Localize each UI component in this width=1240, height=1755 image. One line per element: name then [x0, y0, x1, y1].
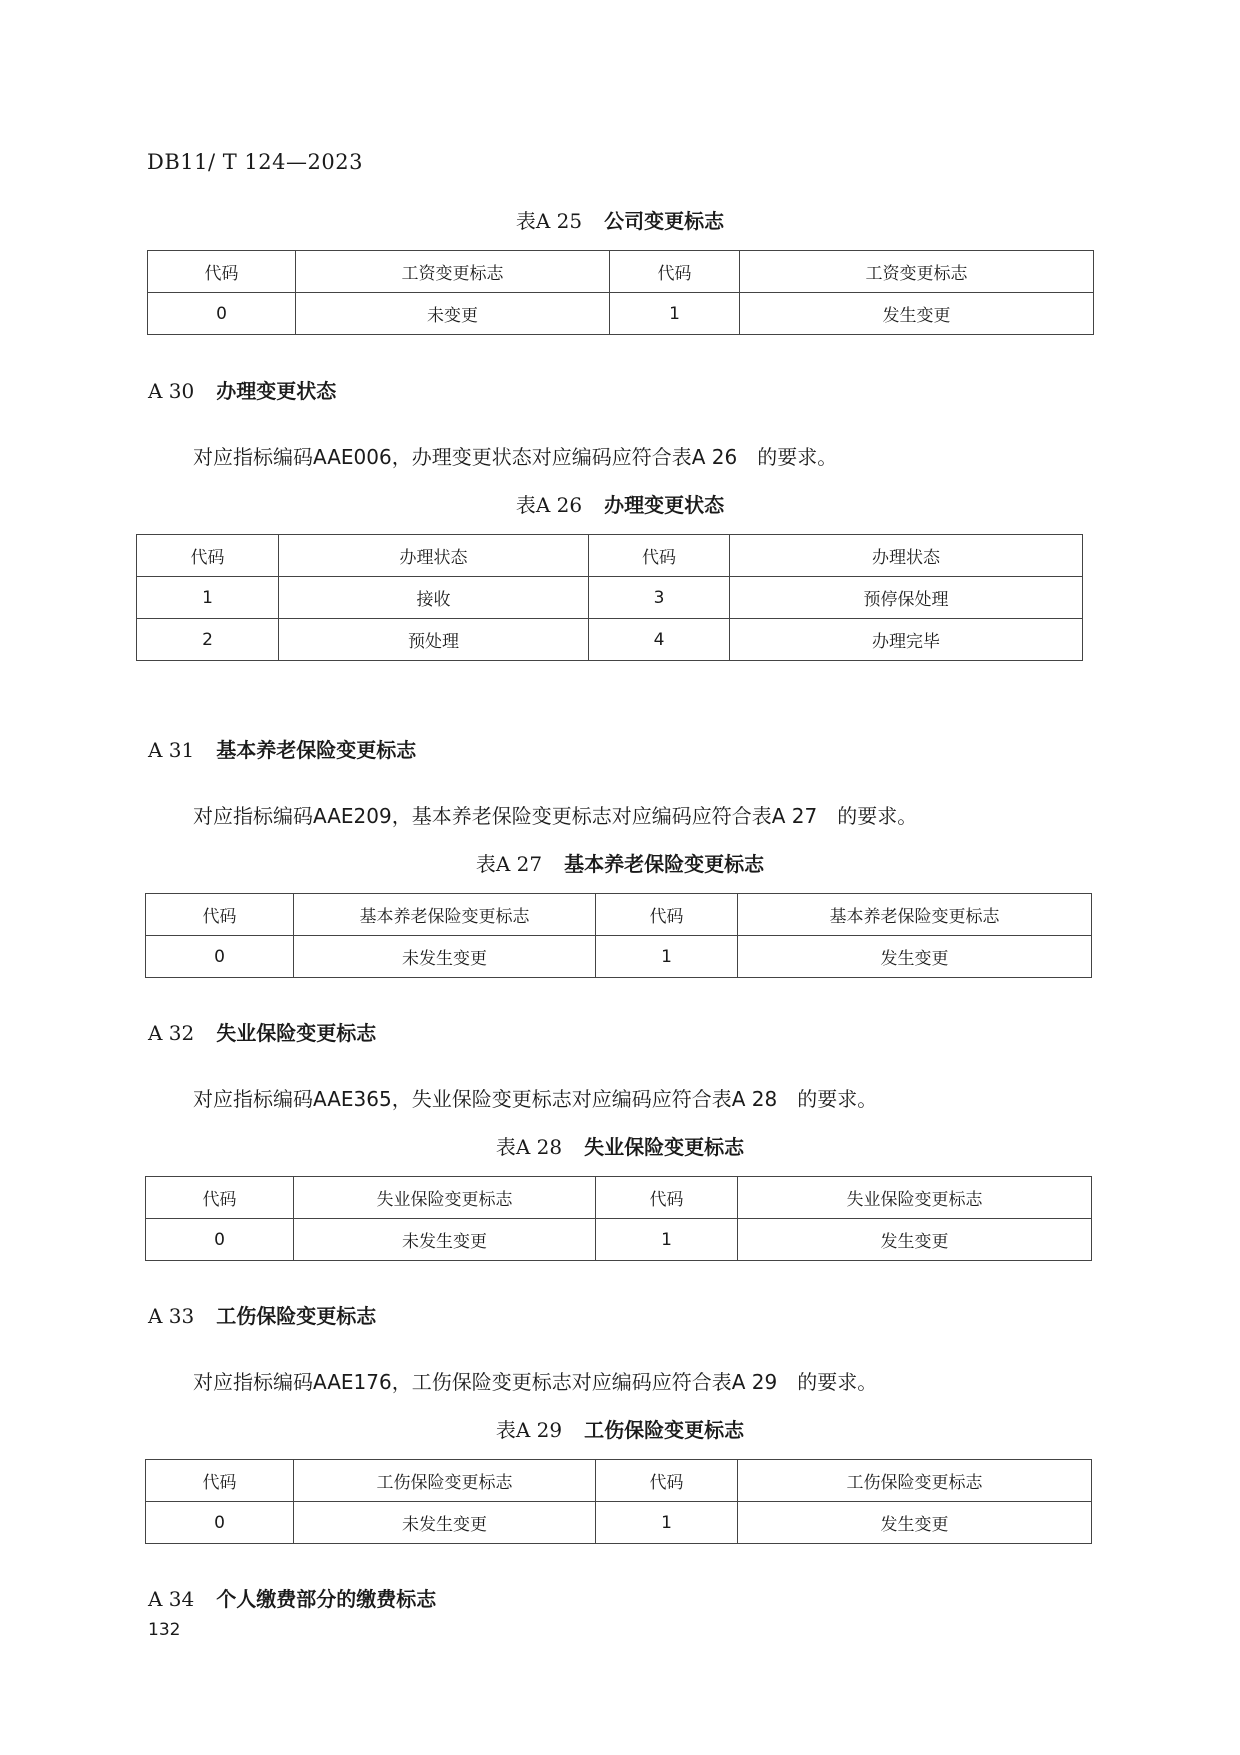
- table-cell: 发生变更: [738, 1219, 1092, 1261]
- header-cell: 基本养老保险变更标志: [294, 894, 596, 936]
- table-row: [146, 1502, 1092, 1544]
- table-cell: 预处理: [279, 619, 589, 661]
- header-cell: 代码: [610, 251, 740, 293]
- table-a26: [136, 534, 1083, 661]
- header-cell: 代码: [589, 535, 730, 577]
- header-cell: 工伤保险变更标志: [294, 1460, 596, 1502]
- table-a29-caption-title: 工伤保险变更标志: [584, 1418, 745, 1442]
- table-cell: 0: [146, 1219, 294, 1261]
- table-a29-caption-number: 表A 29: [495, 1418, 563, 1442]
- header-cell: 工资变更标志: [740, 251, 1094, 293]
- table-a26-caption-number: 表A 26: [515, 493, 583, 517]
- table-cell: 未发生变更: [294, 936, 596, 978]
- section-a33-paragraph: 对应指标编码AAE176，工伤保险变更标志对应编码应符合表A 29 的要求。: [193, 1370, 878, 1394]
- table-a26-caption-title: 办理变更状态: [604, 493, 725, 517]
- section-title: 基本养老保险变更标志: [216, 738, 417, 762]
- section-a32-heading: [148, 1017, 376, 1046]
- section-a32-paragraph: 对应指标编码AAE365，失业保险变更标志对应编码应符合表A 28 的要求。: [193, 1087, 878, 1111]
- table-cell: 1: [596, 1219, 738, 1261]
- table-cell: 未发生变更: [294, 1219, 596, 1261]
- section-a33-heading: [148, 1300, 376, 1329]
- header-cell: 代码: [146, 1177, 294, 1219]
- table-a28: [145, 1176, 1092, 1261]
- header-cell: 基本养老保险变更标志: [738, 894, 1092, 936]
- section-number: A 32: [148, 1021, 195, 1045]
- section-title: 工伤保险变更标志: [216, 1304, 377, 1328]
- header-cell: 代码: [146, 1460, 294, 1502]
- table-cell: 0: [146, 936, 294, 978]
- table-a28-caption: [0, 1131, 1240, 1160]
- table-header-row: [148, 251, 1094, 293]
- section-a31-heading: [148, 734, 416, 763]
- table-a27: [145, 893, 1092, 978]
- table-a28-caption-title: 失业保险变更标志: [584, 1135, 745, 1159]
- table-a29-caption: [0, 1414, 1240, 1443]
- table-cell: 1: [610, 293, 740, 335]
- table-header-row: [146, 1460, 1092, 1502]
- table-cell: 预停保处理: [730, 577, 1083, 619]
- section-title: 办理变更状态: [216, 379, 337, 403]
- section-number: A 31: [148, 738, 195, 762]
- table-cell: 4: [589, 619, 730, 661]
- table-cell: 发生变更: [740, 293, 1094, 335]
- table-cell: 未变更: [296, 293, 610, 335]
- table-cell: 办理完毕: [730, 619, 1083, 661]
- section-number: A 30: [148, 379, 195, 403]
- section-a30-paragraph: 对应指标编码AAE006，办理变更状态对应编码应符合表A 26 的要求。: [193, 445, 838, 469]
- table-a25-caption: [0, 205, 1240, 234]
- table-header-row: [146, 894, 1092, 936]
- header-cell: 代码: [596, 894, 738, 936]
- header-cell: 代码: [146, 894, 294, 936]
- table-cell: 0: [146, 1502, 294, 1544]
- table-a25: [147, 250, 1094, 335]
- table-cell: 未发生变更: [294, 1502, 596, 1544]
- table-a26-caption: [0, 489, 1240, 518]
- header-cell: 代码: [596, 1177, 738, 1219]
- table-cell: 发生变更: [738, 936, 1092, 978]
- header-cell: 工资变更标志: [296, 251, 610, 293]
- header-cell: 工伤保险变更标志: [738, 1460, 1092, 1502]
- table-a27-caption-title: 基本养老保险变更标志: [564, 852, 765, 876]
- header-cell: 代码: [596, 1460, 738, 1502]
- table-row: [146, 936, 1092, 978]
- section-title: 个人缴费部分的缴费标志: [216, 1587, 437, 1611]
- header-cell: 失业保险变更标志: [294, 1177, 596, 1219]
- table-a28-caption-number: 表A 28: [495, 1135, 563, 1159]
- table-a25-caption-number: 表A 25: [515, 209, 583, 233]
- table-a25-caption-title: 公司变更标志: [604, 209, 725, 233]
- table-cell: 3: [589, 577, 730, 619]
- table-a27-caption-number: 表A 27: [475, 852, 543, 876]
- section-a31-paragraph: 对应指标编码AAE209，基本养老保险变更标志对应编码应符合表A 27 的要求。: [193, 804, 918, 828]
- header-cell: 失业保险变更标志: [738, 1177, 1092, 1219]
- document-code: DB11/ T 124—2023: [147, 150, 363, 174]
- table-cell: 0: [148, 293, 296, 335]
- table-header-row: [137, 535, 1083, 577]
- table-header-row: [146, 1177, 1092, 1219]
- page-number: 132: [148, 1620, 181, 1640]
- table-row: [148, 293, 1094, 335]
- table-row: [146, 1219, 1092, 1261]
- table-cell: 接收: [279, 577, 589, 619]
- table-row: [137, 619, 1083, 661]
- section-number: A 33: [148, 1304, 195, 1328]
- header-cell: 代码: [137, 535, 279, 577]
- section-title: 失业保险变更标志: [216, 1021, 377, 1045]
- table-cell: 1: [596, 1502, 738, 1544]
- header-cell: 代码: [148, 251, 296, 293]
- header-cell: 办理状态: [279, 535, 589, 577]
- table-a29: [145, 1459, 1092, 1544]
- header-cell: 办理状态: [730, 535, 1083, 577]
- section-a34-heading: [148, 1583, 436, 1612]
- table-row: [137, 577, 1083, 619]
- table-cell: 2: [137, 619, 279, 661]
- table-cell: 1: [137, 577, 279, 619]
- table-cell: 1: [596, 936, 738, 978]
- table-a27-caption: [0, 848, 1240, 877]
- table-cell: 发生变更: [738, 1502, 1092, 1544]
- section-a30-heading: [148, 375, 336, 404]
- section-number: A 34: [148, 1587, 195, 1611]
